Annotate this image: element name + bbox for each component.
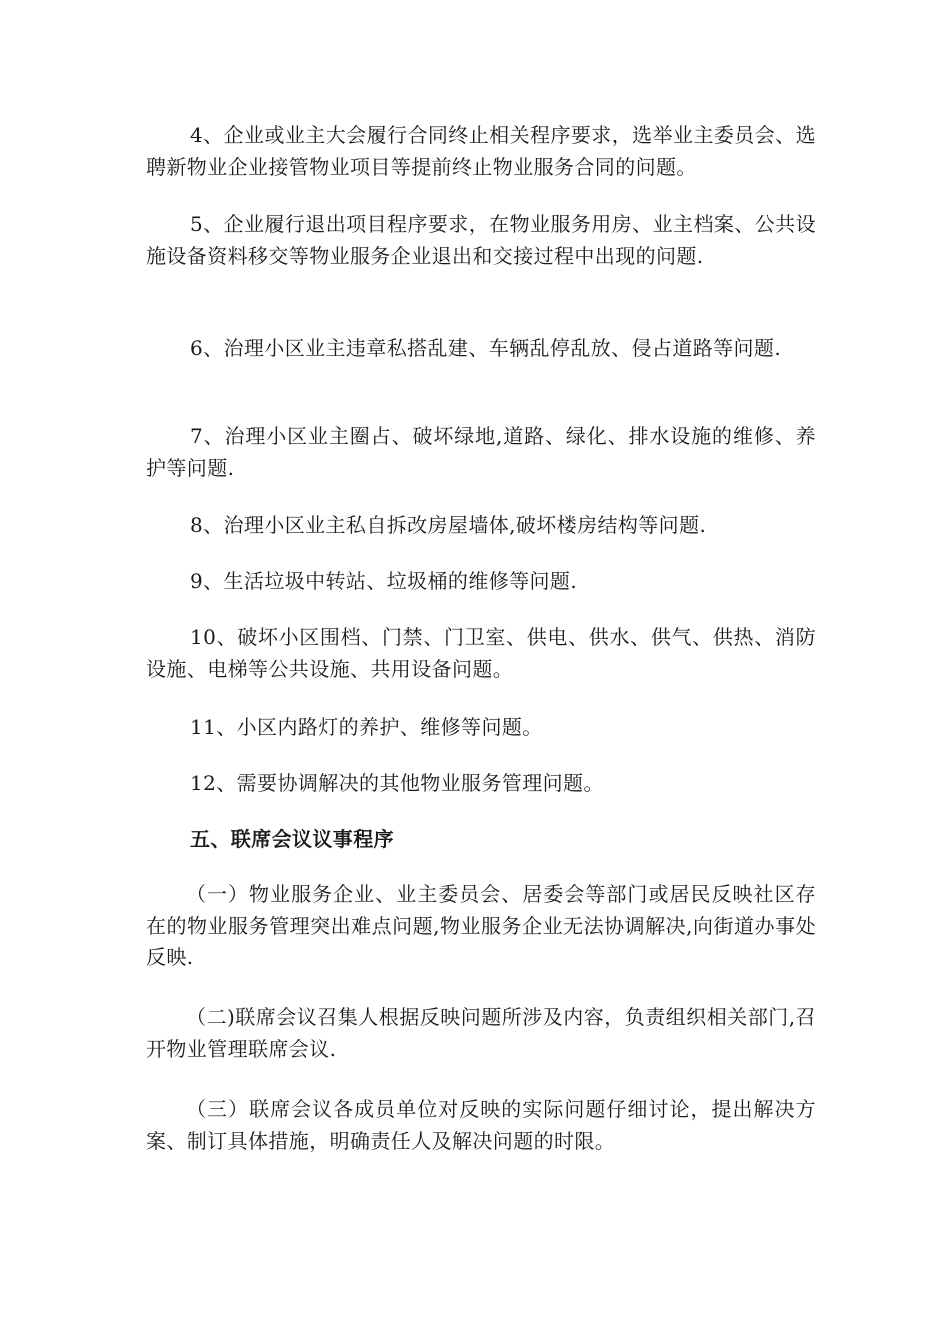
- procedure-2: （二)联席会议召集人根据反映问题所涉及内容，负责组织相关部门,召开物业管理联席会议.: [146, 1005, 816, 1061]
- procedure-1: （一）物业服务企业、业主委员会、居委会等部门或居民反映社区存在的物业服务管理突出难点问题,物业服务企业无法协调解决,向街道办事处反映.: [146, 882, 816, 969]
- item-6: 6、治理小区业主违章私搭乱建、车辆乱停乱放、侵占道路等问题.: [190, 336, 782, 360]
- item-10: 10、破坏小区围档、门禁、门卫室、供电、供水、供气、供热、消防设施、电梯等公共设施、共用设备问题。: [146, 625, 816, 681]
- item-8: 8、治理小区业主私自拆改房屋墙体,破坏楼房结构等问题.: [190, 513, 707, 537]
- item-5: 5、企业履行退出项目程序要求，在物业服务用房、业主档案、公共设施设备资料移交等物业服务企业退出和交接过程中出现的问题.: [146, 212, 816, 268]
- item-12: 12、需要协调解决的其他物业服务管理问题。: [190, 771, 604, 795]
- item-4: 4、企业或业主大会履行合同终止相关程序要求，选举业主委员会、选聘新物业企业接管物业项目等提前终止物业服务合同的问题。: [146, 123, 816, 179]
- item-9: 9、生活垃圾中转站、垃圾桶的维修等问题.: [190, 569, 578, 593]
- procedure-3: （三）联席会议各成员单位对反映的实际问题仔细讨论，提出解决方案、制订具体措施，明确责任人及解决问题的时限。: [146, 1097, 816, 1153]
- section-heading: 五、联席会议议事程序: [190, 827, 394, 851]
- item-7: 7、治理小区业主圈占、破坏绿地,道路、绿化、排水设施的维修、养护等问题.: [146, 424, 816, 480]
- item-11: 11、小区内路灯的养护、维修等问题。: [190, 715, 543, 739]
